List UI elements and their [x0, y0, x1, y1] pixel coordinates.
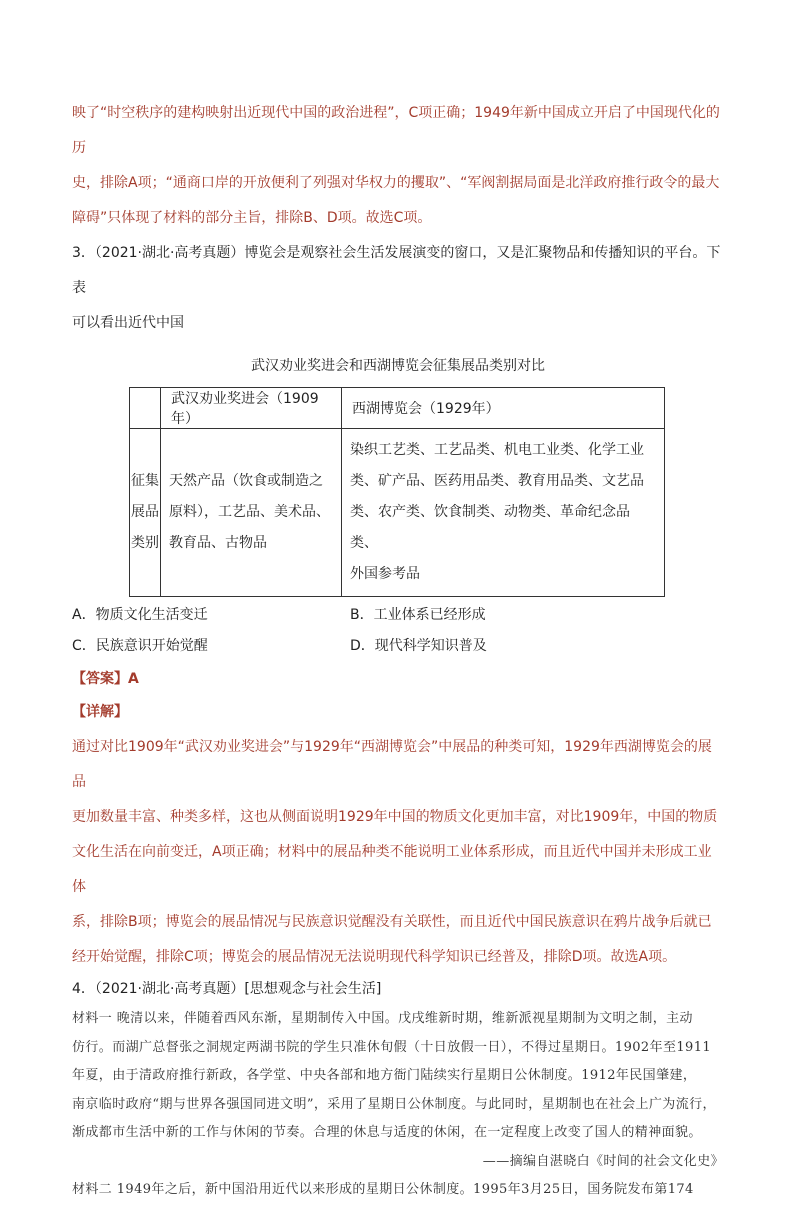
material-line: 渐成都市生活中新的工作与休闲的节奏。合理的休息与适度的休闲，在一定程度上改变了国人的精神面貌。 [72, 1125, 702, 1140]
material-one [72, 1005, 724, 1176]
explanation-line: 映了“时空秩序的建构映射出近现代中国的政治进程”，C项正确；1949年新中国成立开启了中国现代化的历 [72, 105, 720, 156]
cell-line: 类、矿产品、医药用品类、教育用品类、文艺品 [350, 473, 644, 489]
cell-line: 教育品、古物品 [169, 535, 267, 551]
cell-line: 外国参考品 [350, 566, 420, 582]
material-line: 年夏，由于清政府推行新政，各学堂、中央各部和地方衙门陆续实行星期日公休制度。1912年民国肇建， [72, 1068, 697, 1083]
option-c: C．民族意识开始觉醒 [72, 638, 208, 654]
previous-explanation [72, 96, 724, 236]
option-b: B．工业体系已经形成 [350, 607, 486, 623]
question-3 [72, 236, 724, 975]
material-line: 仿行。而湖广总督张之洞规定两湖书院的学生只准休旬假（十日放假一日），不得过星期日。1902年至1911 [72, 1039, 712, 1055]
question-4 [72, 975, 724, 1205]
cell-line: 天然产品（饮食或制造之 [169, 473, 323, 489]
answer-label: 【答案】A [72, 671, 139, 687]
table-header-xihu: 西湖博览会（1929年） [342, 388, 665, 429]
cell-line: 原料），工艺品、美术品、 [169, 504, 330, 520]
row-label-line: 展品 [131, 504, 159, 520]
detail-line: 系，排除B项；博览会的展品情况与民族意识觉醒没有关联性，而且近代中国民族意识在鸦片战争后就已 [72, 914, 712, 930]
page-content [72, 94, 724, 1205]
detail-line: 经开始觉醒，排除C项；博览会的展品情况无法说明现代科学知识已经普及，排除D项。故选A项。 [72, 949, 677, 965]
comparison-table [129, 387, 665, 597]
question-stem: 4．（2021·湖北·高考真题）[思想观念与社会生活] [72, 981, 382, 997]
answer-options [72, 600, 724, 662]
row-label-line: 类别 [131, 535, 159, 551]
cell-line: 染织工艺类、工艺品类、机电工业类、化学工业 [350, 442, 644, 458]
cell-line: 类、农产类、饮食制类、动物类、革命纪念品类、 [350, 504, 630, 551]
table-corner-cell [130, 388, 161, 429]
table-row-label [130, 429, 161, 597]
detail-label: 【详解】 [72, 704, 128, 720]
material-line: 南京临时政府“期与世界各强国同进文明”，采用了星期日公休制度。与此同时，星期制也在社会上广为流行， [72, 1096, 716, 1112]
table-header-row [130, 388, 665, 429]
detail-line: 通过对比1909年“武汉劝业奖进会”与1929年“西湖博览会”中展品的种类可知，1929年西湖博览会的展品 [72, 739, 712, 790]
question-stem-line: 3．（2021·湖北·高考真题）博览会是观察社会生活发展演变的窗口，又是汇聚物品和传播知识的平台。下表 [72, 245, 721, 296]
option-d: D．现代科学知识普及 [350, 638, 487, 654]
row-label-line: 征集 [131, 473, 159, 489]
material-two-line: 材料二 1949年之后，新中国沿用近代以来形成的星期日公休制度。1995年3月25日，国务院发布第174 [72, 1182, 694, 1197]
table-cell-wuhan [161, 429, 342, 597]
table-body-row [130, 429, 665, 597]
material-line: 材料一 晚清以来，伴随着西风东渐，星期制传入中国。戊戌维新时期，维新派视星期制为文明之制，主动 [72, 1011, 693, 1026]
material-citation: ——摘编自湛晓白《时间的社会文化史》 [482, 1153, 724, 1169]
detail-line: 更加数量丰富、种类多样，这也从侧面说明1929年中国的物质文化更加丰富，对比1909年，中国的物质 [72, 809, 718, 825]
explanation-line: 障碍”只体现了材料的部分主旨，排除B、D项。故选C项。 [72, 210, 432, 226]
table-title: 武汉劝业奖进会和西湖博览会征集展品类别对比 [251, 358, 545, 374]
table-header-wuhan: 武汉劝业奖进会（1909年） [161, 388, 342, 429]
question-stem-line: 可以看出近代中国 [72, 315, 184, 331]
option-a: A．物质文化生活变迁 [72, 607, 208, 623]
detail-explanation [72, 730, 724, 975]
explanation-line: 史，排除A项；“通商口岸的开放便利了列强对华权力的攫取”、“军阀割据局面是北洋政府推行政令的最大 [72, 175, 720, 191]
table-cell-xihu [342, 429, 665, 597]
detail-line: 文化生活在向前变迁，A项正确；材料中的展品种类不能说明工业体系形成，而且近代中国并未形成工业体 [72, 844, 712, 895]
